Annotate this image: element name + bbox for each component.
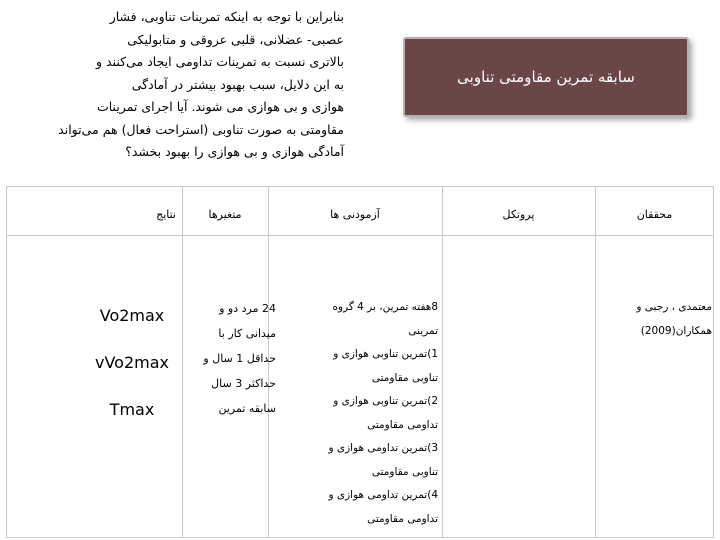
header-protocol: پروتکل xyxy=(502,208,535,221)
protocol-line: تناوبی مقاومتی xyxy=(371,465,438,478)
header-authors: محققان xyxy=(636,208,673,221)
header-results: نتایج xyxy=(156,208,176,221)
cell-authors xyxy=(596,296,712,343)
subjects-line: میدانی کار با xyxy=(218,327,276,340)
protocol-line: تمرینی xyxy=(408,324,438,337)
paragraph-line: بالاتری نسبت به تمرینات تداومی ایجاد می‌کنند و xyxy=(96,54,344,69)
subjects-line: سابقه تمرین xyxy=(218,402,276,415)
column-divider xyxy=(182,186,183,538)
paragraph-line: بنابراین با توجه به اینکه تمرینات تناوبی، فشار xyxy=(109,9,344,24)
authors-line: معتمدی ، رجبی و xyxy=(636,301,712,313)
variable-item: vVo2max xyxy=(95,353,169,372)
protocol-line: 4)تمرین تداومی هوازی و xyxy=(328,489,438,501)
variable-item: Vo2max xyxy=(99,306,165,325)
protocol-line: تناوبی مقاومتی xyxy=(371,371,438,384)
variable-item: Tmax xyxy=(109,400,155,419)
cell-variables xyxy=(86,292,178,433)
paragraph-line: مقاومتی به صورت تناوبی (استراحت فعال) هم می‌تواند xyxy=(58,121,344,137)
header-variables: متغیرها xyxy=(208,208,242,221)
cell-protocol xyxy=(300,296,438,531)
protocol-line: 3)تمرین تداومی هوازی و xyxy=(328,442,438,454)
column-divider xyxy=(595,186,596,538)
paragraph-line: عصبی- عضلانی، قلبی عروقی و متابولیکی xyxy=(127,31,344,47)
research-question-paragraph xyxy=(6,6,344,164)
protocol-line: 2)تمرین تناوبی هوازی و xyxy=(333,395,438,407)
subjects-line: حداکثر 3 سال xyxy=(211,377,276,390)
subjects-line: حداقل 1 سال و xyxy=(203,352,276,365)
protocol-line: تداومی مقاومتی xyxy=(367,418,438,431)
protocol-line: 8هفته تمرین، بر 4 گروه xyxy=(332,301,438,313)
header-subjects: آزمودنی ها xyxy=(330,208,380,221)
paragraph-line: هوازی و بی هوازی می شوند. آیا اجرای تمرینات xyxy=(96,99,344,114)
subjects-line: 24 مرد دو و xyxy=(219,302,276,315)
protocol-line: تداومی مقاومتی xyxy=(367,512,438,525)
paragraph-line: به این دلایل، سبب بهبود بیشتر در آمادگی xyxy=(131,76,344,92)
protocol-line: 1)تمرین تناوبی هوازی و xyxy=(333,348,438,360)
section-title: سابقه تمرین مقاومتی تناوبی xyxy=(457,68,635,86)
column-divider xyxy=(442,186,443,538)
cell-subjects xyxy=(186,296,276,421)
authors-line: همکاران(2009) xyxy=(640,324,712,337)
paragraph-line: آمادگی هوازی و بی هوازی را بهبود بخشد؟ xyxy=(125,144,344,159)
section-title-box xyxy=(403,37,689,117)
header-divider xyxy=(6,235,714,236)
